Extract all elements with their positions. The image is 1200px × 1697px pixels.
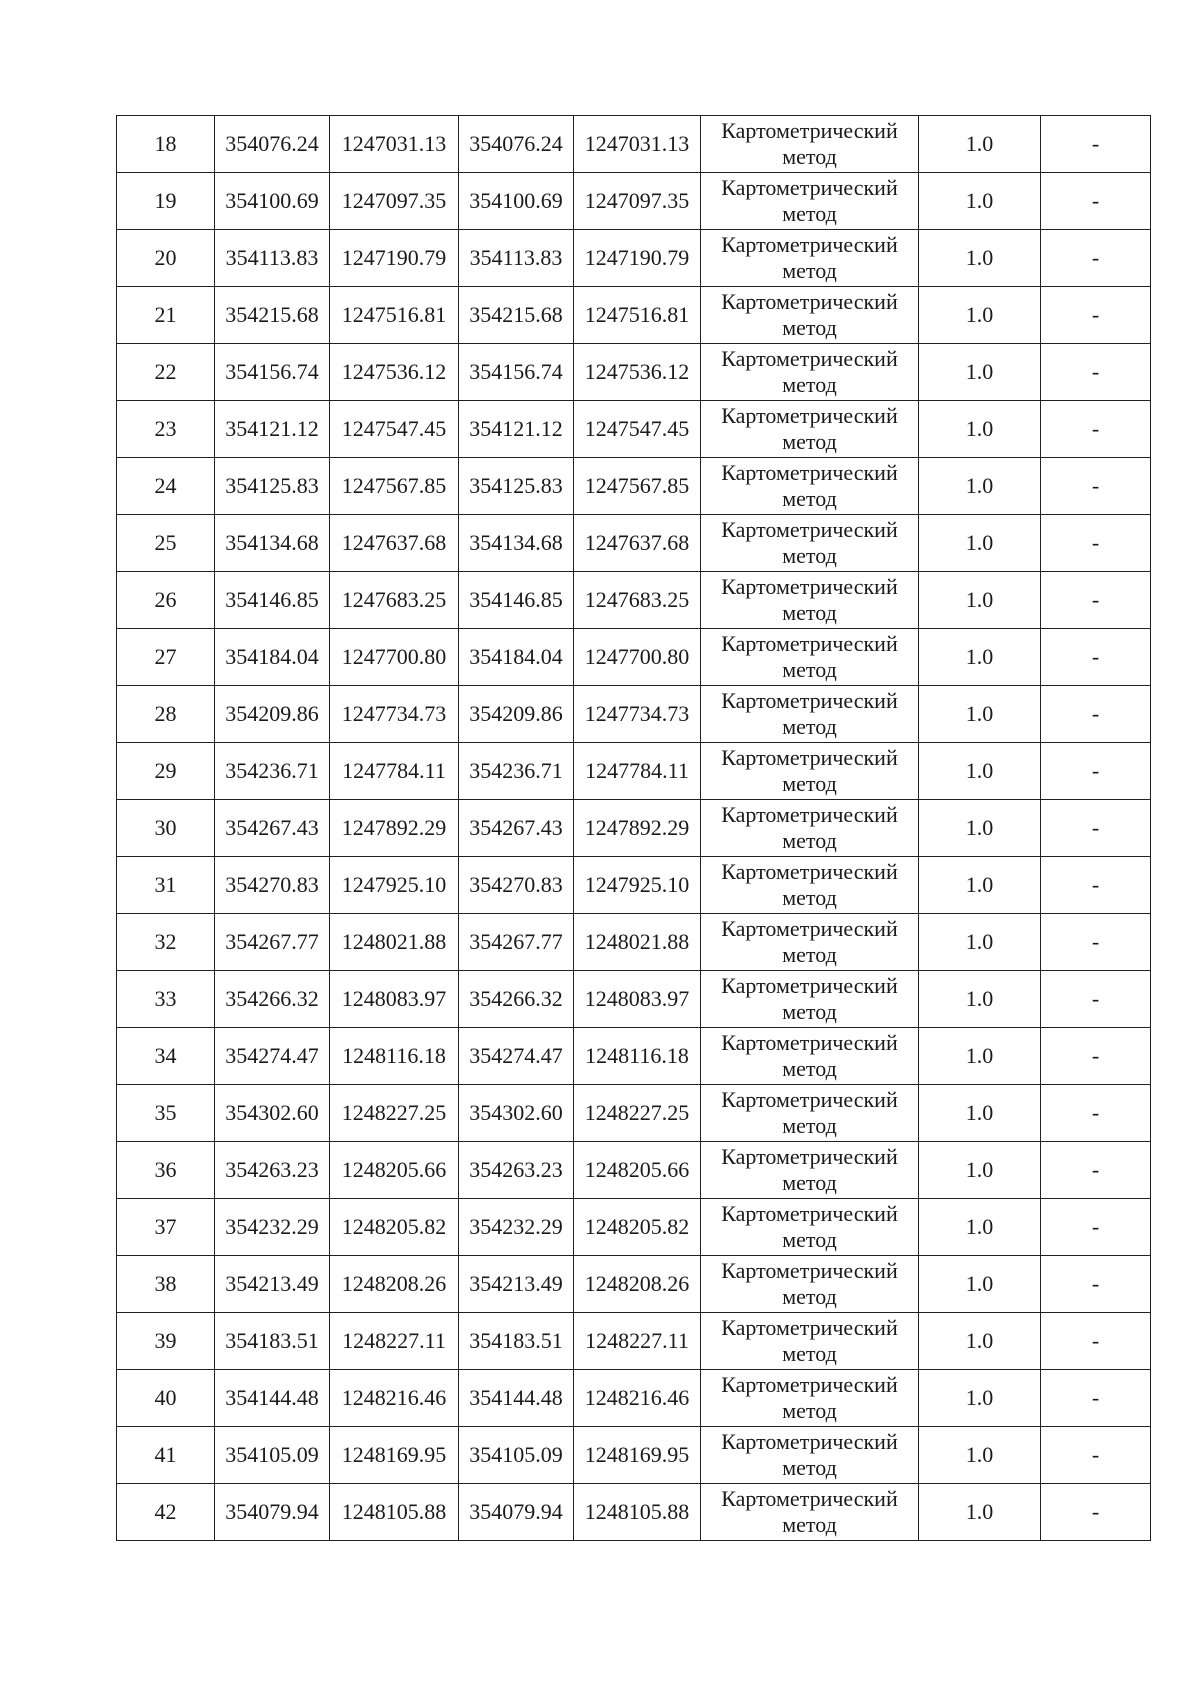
cell-point-number: 20 (117, 230, 215, 287)
cell-refined-y: 1248105.88 (574, 1484, 701, 1541)
cell-existing-x: 354125.83 (215, 458, 330, 515)
cell-existing-x: 354213.49 (215, 1256, 330, 1313)
method-line-2: метод (782, 1170, 837, 1195)
method-line-2: метод (782, 942, 837, 967)
cell-existing-y: 1247925.10 (330, 857, 459, 914)
method-line-2: метод (782, 714, 837, 739)
cell-refined-y: 1247637.68 (574, 515, 701, 572)
cell-note: - (1041, 1199, 1151, 1256)
cell-point-number: 19 (117, 173, 215, 230)
method-line-2: метод (782, 1455, 837, 1480)
cell-point-number: 23 (117, 401, 215, 458)
table-row (117, 629, 1151, 686)
method-line-2: метод (782, 1341, 837, 1366)
cell-method (701, 287, 919, 344)
cell-existing-x: 354302.60 (215, 1085, 330, 1142)
cell-existing-y: 1247031.13 (330, 116, 459, 173)
cell-refined-y: 1248205.66 (574, 1142, 701, 1199)
cell-point-number: 22 (117, 344, 215, 401)
method-line-2: метод (782, 486, 837, 511)
cell-point-number: 35 (117, 1085, 215, 1142)
cell-accuracy: 1.0 (919, 1028, 1041, 1085)
cell-refined-y: 1248227.11 (574, 1313, 701, 1370)
cell-existing-x: 354236.71 (215, 743, 330, 800)
method-line-2: метод (782, 885, 837, 910)
cell-point-number: 30 (117, 800, 215, 857)
cell-note: - (1041, 230, 1151, 287)
cell-accuracy: 1.0 (919, 515, 1041, 572)
cell-existing-y: 1247734.73 (330, 686, 459, 743)
cell-method (701, 1199, 919, 1256)
cell-note: - (1041, 629, 1151, 686)
cell-existing-x: 354266.32 (215, 971, 330, 1028)
cell-accuracy: 1.0 (919, 743, 1041, 800)
cell-existing-x: 354113.83 (215, 230, 330, 287)
method-line-2: метод (782, 999, 837, 1024)
cell-existing-y: 1248227.11 (330, 1313, 459, 1370)
cell-existing-y: 1247516.81 (330, 287, 459, 344)
method-line-2: метод (782, 543, 837, 568)
cell-method (701, 1085, 919, 1142)
cell-refined-x: 354209.86 (459, 686, 574, 743)
cell-existing-y: 1247536.12 (330, 344, 459, 401)
cell-existing-y: 1248021.88 (330, 914, 459, 971)
method-line-2: метод (782, 315, 837, 340)
method-line-1: Картометрический (721, 1372, 898, 1397)
cell-accuracy: 1.0 (919, 857, 1041, 914)
cell-existing-y: 1248116.18 (330, 1028, 459, 1085)
cell-refined-x: 354144.48 (459, 1370, 574, 1427)
cell-accuracy: 1.0 (919, 1313, 1041, 1370)
method-line-2: метод (782, 600, 837, 625)
method-line-1: Картометрический (721, 859, 898, 884)
cell-existing-x: 354183.51 (215, 1313, 330, 1370)
cell-existing-y: 1247892.29 (330, 800, 459, 857)
cell-method (701, 800, 919, 857)
cell-note: - (1041, 515, 1151, 572)
table-row (117, 173, 1151, 230)
method-line-2: метод (782, 1113, 837, 1138)
cell-existing-x: 354270.83 (215, 857, 330, 914)
cell-existing-x: 354076.24 (215, 116, 330, 173)
cell-refined-y: 1247683.25 (574, 572, 701, 629)
table-row (117, 116, 1151, 173)
cell-existing-y: 1248083.97 (330, 971, 459, 1028)
cell-existing-x: 354184.04 (215, 629, 330, 686)
cell-refined-x: 354270.83 (459, 857, 574, 914)
method-line-1: Картометрический (721, 1486, 898, 1511)
cell-accuracy: 1.0 (919, 1085, 1041, 1142)
cell-note: - (1041, 1256, 1151, 1313)
cell-refined-y: 1247700.80 (574, 629, 701, 686)
cell-existing-y: 1247784.11 (330, 743, 459, 800)
cell-note: - (1041, 572, 1151, 629)
table-row (117, 1028, 1151, 1085)
cell-accuracy: 1.0 (919, 173, 1041, 230)
cell-point-number: 41 (117, 1427, 215, 1484)
cell-existing-x: 354105.09 (215, 1427, 330, 1484)
cell-accuracy: 1.0 (919, 686, 1041, 743)
cell-note: - (1041, 914, 1151, 971)
method-line-1: Картометрический (721, 574, 898, 599)
cell-point-number: 25 (117, 515, 215, 572)
cell-accuracy: 1.0 (919, 230, 1041, 287)
method-line-1: Картометрический (721, 1144, 898, 1169)
cell-refined-x: 354105.09 (459, 1427, 574, 1484)
method-line-1: Картометрический (721, 745, 898, 770)
cell-point-number: 36 (117, 1142, 215, 1199)
cell-point-number: 18 (117, 116, 215, 173)
cell-refined-x: 354113.83 (459, 230, 574, 287)
cell-existing-y: 1248208.26 (330, 1256, 459, 1313)
cell-accuracy: 1.0 (919, 1142, 1041, 1199)
method-line-1: Картометрический (721, 1315, 898, 1340)
cell-refined-x: 354236.71 (459, 743, 574, 800)
cell-refined-x: 354274.47 (459, 1028, 574, 1085)
cell-point-number: 29 (117, 743, 215, 800)
cell-refined-y: 1247734.73 (574, 686, 701, 743)
method-line-2: метод (782, 657, 837, 682)
cell-method (701, 401, 919, 458)
cell-existing-y: 1248216.46 (330, 1370, 459, 1427)
cell-point-number: 33 (117, 971, 215, 1028)
cell-refined-x: 354121.12 (459, 401, 574, 458)
cell-accuracy: 1.0 (919, 116, 1041, 173)
cell-refined-x: 354213.49 (459, 1256, 574, 1313)
cell-existing-x: 354232.29 (215, 1199, 330, 1256)
table-row (117, 515, 1151, 572)
cell-refined-y: 1248021.88 (574, 914, 701, 971)
table-row (117, 743, 1151, 800)
cell-point-number: 32 (117, 914, 215, 971)
method-line-2: метод (782, 201, 837, 226)
cell-refined-y: 1248205.82 (574, 1199, 701, 1256)
cell-accuracy: 1.0 (919, 344, 1041, 401)
cell-note: - (1041, 1028, 1151, 1085)
cell-accuracy: 1.0 (919, 458, 1041, 515)
cell-refined-y: 1247536.12 (574, 344, 701, 401)
cell-method (701, 1313, 919, 1370)
method-line-1: Картометрический (721, 118, 898, 143)
cell-point-number: 34 (117, 1028, 215, 1085)
cell-note: - (1041, 743, 1151, 800)
method-line-1: Картометрический (721, 346, 898, 371)
method-line-1: Картометрический (721, 802, 898, 827)
table-row (117, 230, 1151, 287)
cell-refined-x: 354076.24 (459, 116, 574, 173)
table-row (117, 914, 1151, 971)
cell-accuracy: 1.0 (919, 914, 1041, 971)
cell-method (701, 515, 919, 572)
cell-refined-y: 1247567.85 (574, 458, 701, 515)
cell-note: - (1041, 1085, 1151, 1142)
cell-note: - (1041, 287, 1151, 344)
method-line-1: Картометрический (721, 631, 898, 656)
cell-existing-y: 1248227.25 (330, 1085, 459, 1142)
method-line-1: Картометрический (721, 1030, 898, 1055)
cell-existing-x: 354209.86 (215, 686, 330, 743)
cell-existing-y: 1247190.79 (330, 230, 459, 287)
cell-accuracy: 1.0 (919, 1370, 1041, 1427)
cell-existing-x: 354146.85 (215, 572, 330, 629)
cell-point-number: 40 (117, 1370, 215, 1427)
cell-refined-y: 1247547.45 (574, 401, 701, 458)
cell-accuracy: 1.0 (919, 572, 1041, 629)
method-line-1: Картометрический (721, 232, 898, 257)
cell-method (701, 1370, 919, 1427)
method-line-2: метод (782, 1284, 837, 1309)
cell-note: - (1041, 971, 1151, 1028)
cell-existing-y: 1247547.45 (330, 401, 459, 458)
cell-note: - (1041, 173, 1151, 230)
cell-existing-y: 1248205.66 (330, 1142, 459, 1199)
cell-method (701, 572, 919, 629)
cell-method (701, 971, 919, 1028)
cell-note: - (1041, 800, 1151, 857)
cell-existing-x: 354100.69 (215, 173, 330, 230)
cell-refined-x: 354302.60 (459, 1085, 574, 1142)
cell-existing-x: 354121.12 (215, 401, 330, 458)
cell-method (701, 230, 919, 287)
cell-accuracy: 1.0 (919, 1199, 1041, 1256)
method-line-2: метод (782, 1512, 837, 1537)
table-row (117, 1484, 1151, 1541)
method-line-2: метод (782, 828, 837, 853)
table-row (117, 1313, 1151, 1370)
cell-refined-y: 1248216.46 (574, 1370, 701, 1427)
table-row (117, 1199, 1151, 1256)
cell-note: - (1041, 344, 1151, 401)
cell-point-number: 27 (117, 629, 215, 686)
cell-refined-x: 354079.94 (459, 1484, 574, 1541)
method-line-2: метод (782, 258, 837, 283)
cell-existing-y: 1247097.35 (330, 173, 459, 230)
cell-accuracy: 1.0 (919, 401, 1041, 458)
cell-refined-x: 354267.77 (459, 914, 574, 971)
cell-existing-y: 1247567.85 (330, 458, 459, 515)
cell-method (701, 458, 919, 515)
method-line-2: метод (782, 372, 837, 397)
method-line-1: Картометрический (721, 460, 898, 485)
cell-point-number: 26 (117, 572, 215, 629)
table-row (117, 1085, 1151, 1142)
cell-method (701, 1484, 919, 1541)
cell-point-number: 21 (117, 287, 215, 344)
cell-accuracy: 1.0 (919, 800, 1041, 857)
cell-refined-y: 1248169.95 (574, 1427, 701, 1484)
cell-refined-x: 354146.85 (459, 572, 574, 629)
table-row (117, 287, 1151, 344)
cell-accuracy: 1.0 (919, 971, 1041, 1028)
cell-existing-x: 354274.47 (215, 1028, 330, 1085)
method-line-1: Картометрический (721, 1201, 898, 1226)
table-row (117, 344, 1151, 401)
cell-refined-y: 1247097.35 (574, 173, 701, 230)
cell-existing-x: 354134.68 (215, 515, 330, 572)
table-row (117, 800, 1151, 857)
cell-existing-y: 1248205.82 (330, 1199, 459, 1256)
cell-point-number: 24 (117, 458, 215, 515)
cell-refined-x: 354183.51 (459, 1313, 574, 1370)
method-line-2: метод (782, 429, 837, 454)
table-row (117, 401, 1151, 458)
method-line-2: метод (782, 1398, 837, 1423)
table-row (117, 857, 1151, 914)
cell-method (701, 743, 919, 800)
cell-method (701, 1256, 919, 1313)
cell-point-number: 39 (117, 1313, 215, 1370)
cell-accuracy: 1.0 (919, 287, 1041, 344)
method-line-1: Картометрический (721, 688, 898, 713)
method-line-1: Картометрический (721, 916, 898, 941)
cell-refined-y: 1248083.97 (574, 971, 701, 1028)
cell-existing-x: 354215.68 (215, 287, 330, 344)
cell-existing-y: 1248169.95 (330, 1427, 459, 1484)
cell-method (701, 629, 919, 686)
cell-existing-y: 1248105.88 (330, 1484, 459, 1541)
method-line-2: метод (782, 771, 837, 796)
cell-existing-y: 1247700.80 (330, 629, 459, 686)
cell-point-number: 37 (117, 1199, 215, 1256)
cell-existing-y: 1247683.25 (330, 572, 459, 629)
method-line-1: Картометрический (721, 1087, 898, 1112)
table-row (117, 572, 1151, 629)
cell-accuracy: 1.0 (919, 1256, 1041, 1313)
cell-refined-x: 354263.23 (459, 1142, 574, 1199)
cell-method (701, 686, 919, 743)
cell-accuracy: 1.0 (919, 1427, 1041, 1484)
cell-existing-x: 354156.74 (215, 344, 330, 401)
cell-method (701, 914, 919, 971)
method-line-2: метод (782, 144, 837, 169)
cell-refined-x: 354156.74 (459, 344, 574, 401)
cell-point-number: 31 (117, 857, 215, 914)
method-line-1: Картометрический (721, 1429, 898, 1454)
cell-refined-x: 354184.04 (459, 629, 574, 686)
cell-refined-y: 1248116.18 (574, 1028, 701, 1085)
table-body (117, 116, 1151, 1541)
cell-refined-y: 1247031.13 (574, 116, 701, 173)
table-row (117, 458, 1151, 515)
cell-refined-x: 354100.69 (459, 173, 574, 230)
cell-note: - (1041, 1313, 1151, 1370)
table-row (117, 686, 1151, 743)
cell-method (701, 1028, 919, 1085)
method-line-1: Картометрический (721, 403, 898, 428)
cell-point-number: 38 (117, 1256, 215, 1313)
cell-existing-x: 354079.94 (215, 1484, 330, 1541)
cell-existing-x: 354144.48 (215, 1370, 330, 1427)
table-row (117, 1256, 1151, 1313)
cell-note: - (1041, 686, 1151, 743)
method-line-1: Картометрический (721, 973, 898, 998)
cell-note: - (1041, 1142, 1151, 1199)
cell-refined-x: 354266.32 (459, 971, 574, 1028)
cell-method (701, 857, 919, 914)
cell-refined-x: 354134.68 (459, 515, 574, 572)
cell-refined-y: 1247784.11 (574, 743, 701, 800)
cell-refined-x: 354215.68 (459, 287, 574, 344)
cell-note: - (1041, 857, 1151, 914)
method-line-2: метод (782, 1056, 837, 1081)
cell-point-number: 28 (117, 686, 215, 743)
table-row (117, 1370, 1151, 1427)
method-line-1: Картометрический (721, 289, 898, 314)
method-line-2: метод (782, 1227, 837, 1252)
cell-existing-y: 1247637.68 (330, 515, 459, 572)
cell-note: - (1041, 1484, 1151, 1541)
cell-refined-y: 1247892.29 (574, 800, 701, 857)
coordinates-table (116, 115, 1151, 1541)
cell-method (701, 1142, 919, 1199)
cell-refined-y: 1247516.81 (574, 287, 701, 344)
cell-note: - (1041, 116, 1151, 173)
cell-accuracy: 1.0 (919, 629, 1041, 686)
cell-refined-y: 1247190.79 (574, 230, 701, 287)
method-line-1: Картометрический (721, 1258, 898, 1283)
cell-method (701, 173, 919, 230)
table-row (117, 971, 1151, 1028)
cell-note: - (1041, 1370, 1151, 1427)
cell-method (701, 116, 919, 173)
method-line-1: Картометрический (721, 175, 898, 200)
cell-method (701, 1427, 919, 1484)
table-row (117, 1427, 1151, 1484)
cell-note: - (1041, 401, 1151, 458)
cell-existing-x: 354267.77 (215, 914, 330, 971)
cell-existing-x: 354267.43 (215, 800, 330, 857)
cell-existing-x: 354263.23 (215, 1142, 330, 1199)
table-row (117, 1142, 1151, 1199)
cell-accuracy: 1.0 (919, 1484, 1041, 1541)
cell-method (701, 344, 919, 401)
cell-refined-x: 354267.43 (459, 800, 574, 857)
method-line-1: Картометрический (721, 517, 898, 542)
cell-note: - (1041, 1427, 1151, 1484)
cell-refined-x: 354125.83 (459, 458, 574, 515)
cell-refined-x: 354232.29 (459, 1199, 574, 1256)
cell-point-number: 42 (117, 1484, 215, 1541)
cell-refined-y: 1247925.10 (574, 857, 701, 914)
cell-refined-y: 1248208.26 (574, 1256, 701, 1313)
cell-note: - (1041, 458, 1151, 515)
cell-refined-y: 1248227.25 (574, 1085, 701, 1142)
